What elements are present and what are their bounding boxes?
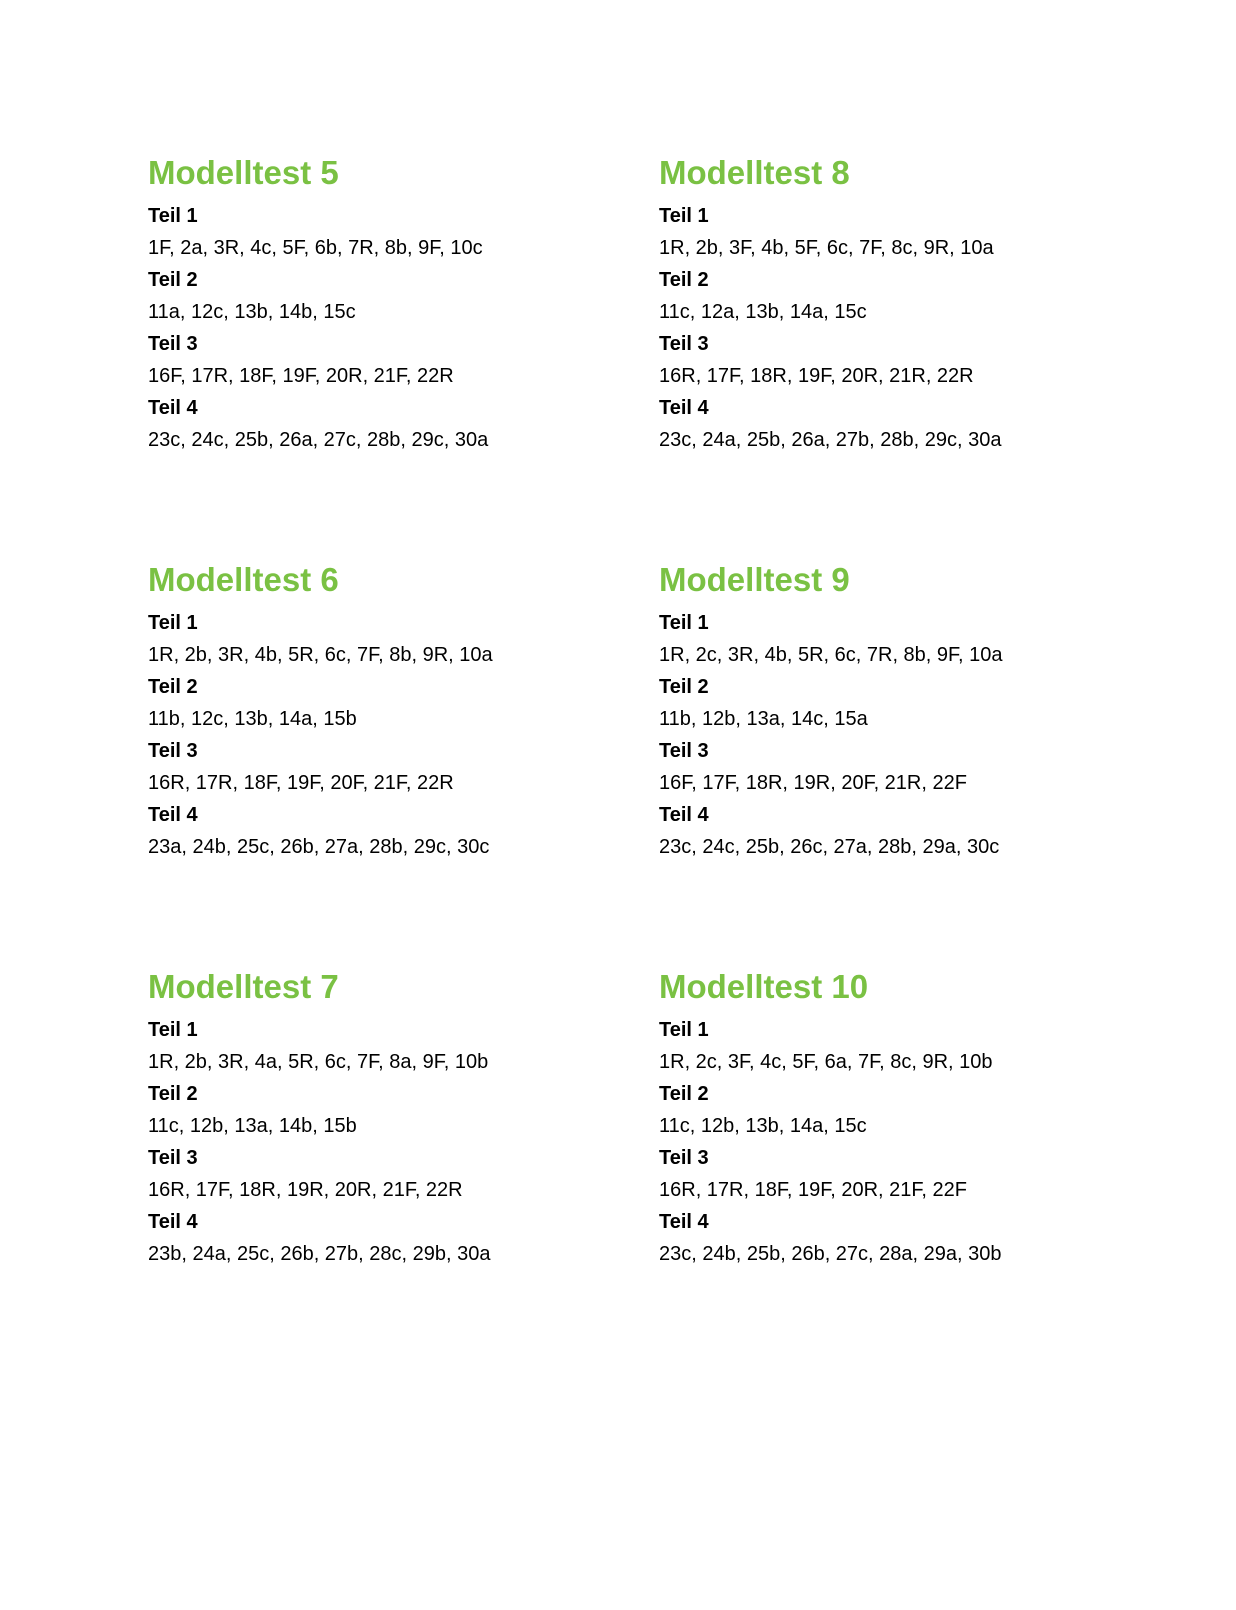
modelltest-block	[148, 150, 618, 456]
part-label: Teil 4	[148, 1211, 198, 1233]
part-label: Teil 4	[659, 1211, 709, 1233]
part-label: Teil 1	[148, 612, 198, 634]
part-label: Teil 3	[148, 1147, 198, 1169]
part-label: Teil 2	[659, 269, 709, 291]
modelltest-title: Modelltest 9	[659, 561, 850, 598]
part-answers: 11c, 12b, 13b, 14a, 15c	[659, 1115, 867, 1137]
modelltest-block	[659, 964, 1129, 1270]
part-label: Teil 2	[148, 1083, 198, 1105]
part-answers: 16R, 17F, 18R, 19R, 20R, 21F, 22R	[148, 1179, 463, 1201]
part-label: Teil 3	[148, 740, 198, 762]
modelltest-title: Modelltest 6	[148, 561, 339, 598]
part-answers: 23a, 24b, 25c, 26b, 27a, 28b, 29c, 30c	[148, 836, 490, 858]
part-label: Teil 1	[659, 1019, 709, 1041]
part-label: Teil 2	[148, 269, 198, 291]
part-answers: 11c, 12a, 13b, 14a, 15c	[659, 301, 867, 323]
part-label: Teil 1	[148, 1019, 198, 1041]
part-label: Teil 2	[148, 676, 198, 698]
modelltest-title: Modelltest 8	[659, 154, 850, 191]
part-answers: 1R, 2b, 3F, 4b, 5F, 6c, 7F, 8c, 9R, 10a	[659, 237, 994, 259]
part-answers: 1R, 2b, 3R, 4a, 5R, 6c, 7F, 8a, 9F, 10b	[148, 1051, 489, 1073]
modelltest-title: Modelltest 7	[148, 968, 339, 1005]
part-answers: 11a, 12c, 13b, 14b, 15c	[148, 301, 356, 323]
part-label: Teil 1	[659, 205, 709, 227]
modelltest-block	[148, 964, 618, 1270]
part-answers: 16R, 17R, 18F, 19F, 20R, 21F, 22F	[659, 1179, 967, 1201]
part-label: Teil 4	[659, 397, 709, 419]
part-answers: 23c, 24b, 25b, 26b, 27c, 28a, 29a, 30b	[659, 1243, 1002, 1265]
part-label: Teil 1	[659, 612, 709, 634]
part-label: Teil 4	[659, 804, 709, 826]
part-label: Teil 3	[659, 740, 709, 762]
part-answers: 11c, 12b, 13a, 14b, 15b	[148, 1115, 357, 1137]
part-answers: 16R, 17R, 18F, 19F, 20F, 21F, 22R	[148, 772, 454, 794]
part-answers: 1R, 2c, 3R, 4b, 5R, 6c, 7R, 8b, 9F, 10a	[659, 644, 1003, 666]
part-answers: 23c, 24c, 25b, 26c, 27a, 28b, 29a, 30c	[659, 836, 1000, 858]
part-label: Teil 2	[659, 676, 709, 698]
part-answers: 1R, 2c, 3F, 4c, 5F, 6a, 7F, 8c, 9R, 10b	[659, 1051, 993, 1073]
part-answers: 23b, 24a, 25c, 26b, 27b, 28c, 29b, 30a	[148, 1243, 491, 1265]
part-label: Teil 4	[148, 397, 198, 419]
part-label: Teil 2	[659, 1083, 709, 1105]
part-label: Teil 1	[148, 205, 198, 227]
part-answers: 16R, 17F, 18R, 19F, 20R, 21R, 22R	[659, 365, 974, 387]
modelltest-block	[148, 557, 618, 863]
part-label: Teil 3	[659, 1147, 709, 1169]
modelltest-title: Modelltest 5	[148, 154, 339, 191]
modelltest-block	[659, 557, 1129, 863]
part-answers: 1R, 2b, 3R, 4b, 5R, 6c, 7F, 8b, 9R, 10a	[148, 644, 493, 666]
modelltest-block	[659, 150, 1129, 456]
part-answers: 16F, 17F, 18R, 19R, 20F, 21R, 22F	[659, 772, 967, 794]
part-answers: 11b, 12b, 13a, 14c, 15a	[659, 708, 868, 730]
modelltest-title: Modelltest 10	[659, 968, 869, 1005]
part-label: Teil 3	[659, 333, 709, 355]
part-answers: 16F, 17R, 18F, 19F, 20R, 21F, 22R	[148, 365, 454, 387]
part-answers: 23c, 24c, 25b, 26a, 27c, 28b, 29c, 30a	[148, 429, 489, 451]
part-answers: 1F, 2a, 3R, 4c, 5F, 6b, 7R, 8b, 9F, 10c	[148, 237, 483, 259]
part-label: Teil 3	[148, 333, 198, 355]
part-answers: 23c, 24a, 25b, 26a, 27b, 28b, 29c, 30a	[659, 429, 1002, 451]
part-answers: 11b, 12c, 13b, 14a, 15b	[148, 708, 357, 730]
part-label: Teil 4	[148, 804, 198, 826]
